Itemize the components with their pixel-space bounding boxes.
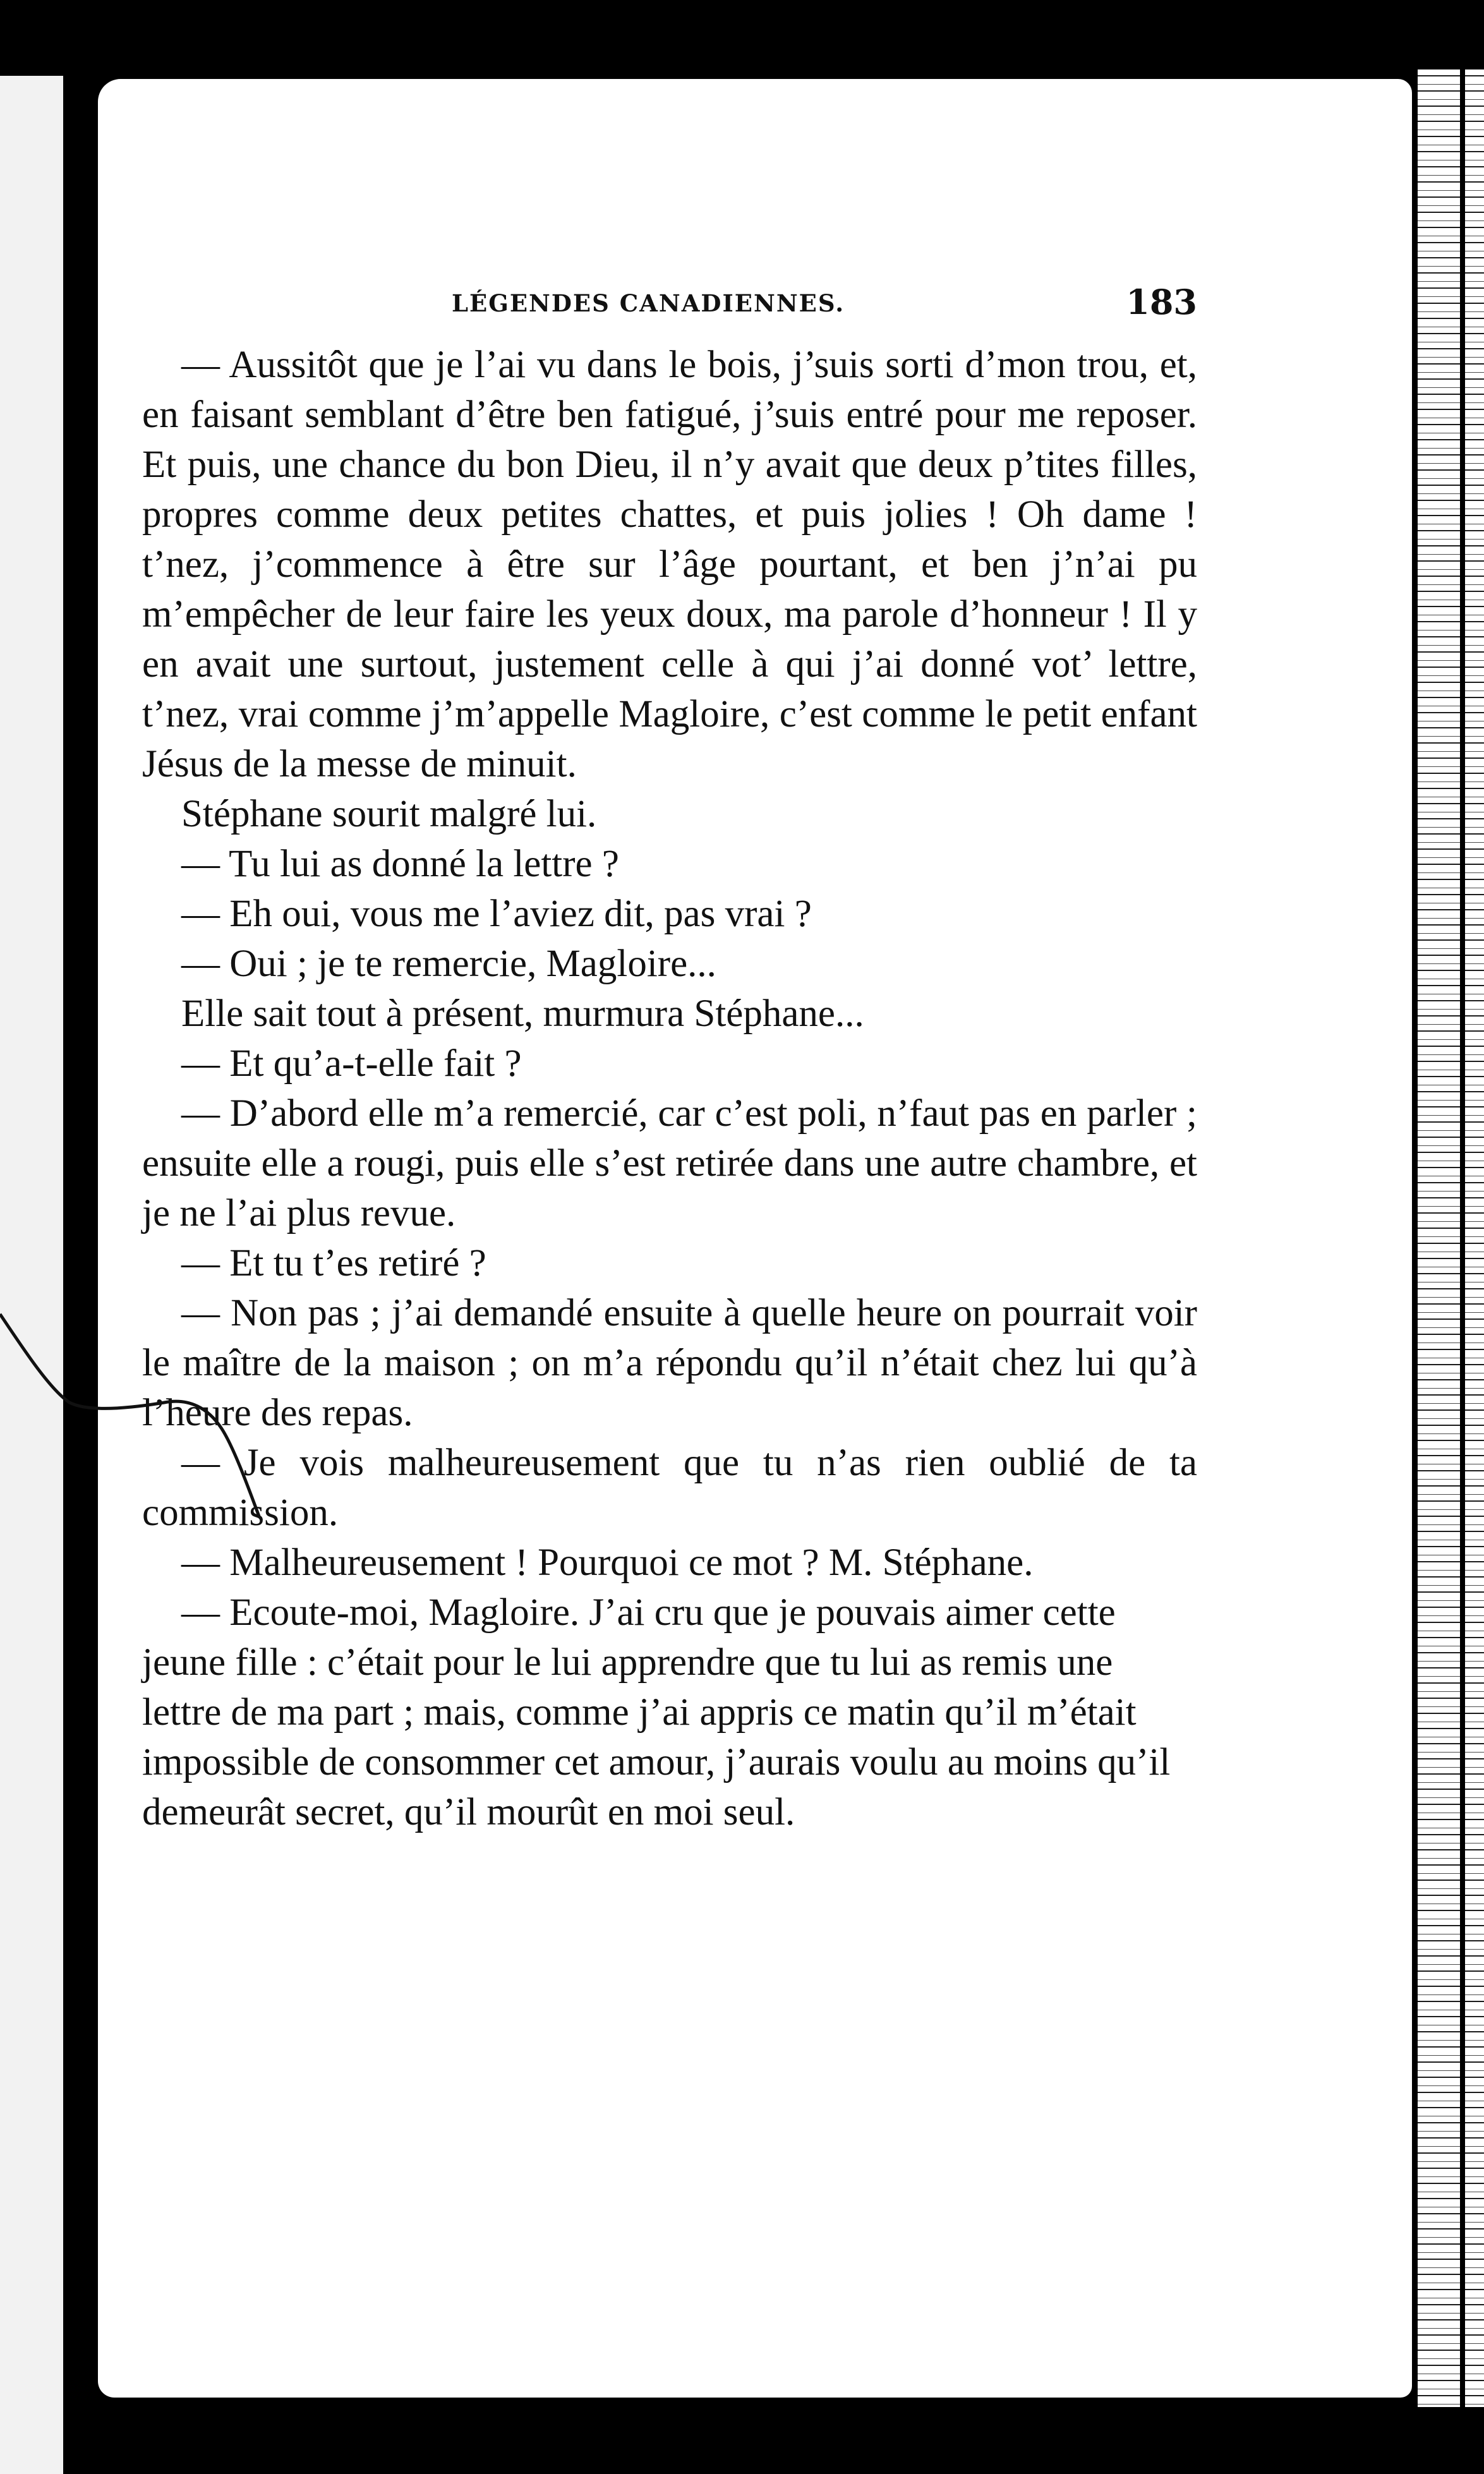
running-header (142, 282, 1197, 327)
paragraph: — Je vois malheureusement que tu n’as rien oublié de ta commission. (142, 1442, 1197, 1534)
page-stack-edge (1418, 69, 1484, 2407)
page-number: 183 (1126, 282, 1197, 322)
paragraph: — Non pas ; j’ai demandé ensuite à quelle heure on pourrait voir le maître de la maison ; on m’a répondu qu’il n’était chez lui qu’à l’heure des repas. (142, 1292, 1197, 1434)
paragraph: — Et tu t’es retiré ? (181, 1242, 486, 1284)
paragraph: — Et qu’a-t-elle fait ? (181, 1042, 522, 1085)
paragraph: — D’abord elle m’a remercié, car c’est poli, n’faut pas en parler ; ensuite elle a rougi, puis elle s’est retirée dans une autre chambre, et je ne l’ai plus revue. (142, 1092, 1197, 1234)
binding-shadow (1460, 69, 1465, 2407)
body-text (142, 340, 1197, 1837)
paragraph: Elle sait tout à présent, murmura Stéphane... (181, 993, 864, 1035)
paragraph: — Eh oui, vous me l’aviez dit, pas vrai ? (181, 893, 812, 935)
paragraph: — Tu lui as donné la lettre ? (181, 843, 619, 885)
paragraph: — Oui ; je te remercie, Magloire... (181, 943, 716, 985)
running-title: LÉGENDES CANADIENNES. (452, 289, 845, 317)
paragraph: — Ecoute-moi, Magloire. J’ai cru que je pouvais aimer cette jeune fille : c’était pour le lui apprendre que tu lui as remis une lettre de ma part ; mais, comme j’ai appris ce matin qu’il m’était impossible de consommer cet amour, j’aurais voulu au moins qu’il demeurât secret, qu’il mourût en moi seul. (142, 1591, 1171, 1833)
paragraph: Stéphane sourit malgré lui. (181, 793, 597, 835)
previous-page-sliver (0, 76, 63, 2474)
paragraph: — Malheureusement ! Pourquoi ce mot ? M. Stéphane. (181, 1542, 1034, 1584)
paragraph: — Aussitôt que je l’ai vu dans le bois, j’suis sorti d’mon trou, et, en faisant semblant d’être ben fatigué, j’suis entré pour me reposer. Et puis, une chance du bon Dieu, il n’y avait que deux p’tites filles, propres comme deux petites chattes, et puis jolies ! Oh dame ! t’nez, j’commence à être sur l’âge pourtant, et ben j’n’ai pu m’empêcher de leur faire les yeux doux, ma parole d’honneur ! Il y en avait une surtout, justement celle à qui j’ai donné vot’ lettre, t’nez, vrai comme j’m’appelle Magloire, c’est comme le petit enfant Jésus de la messe de minuit. (142, 344, 1197, 785)
previous-page-edge (0, 0, 95, 2474)
